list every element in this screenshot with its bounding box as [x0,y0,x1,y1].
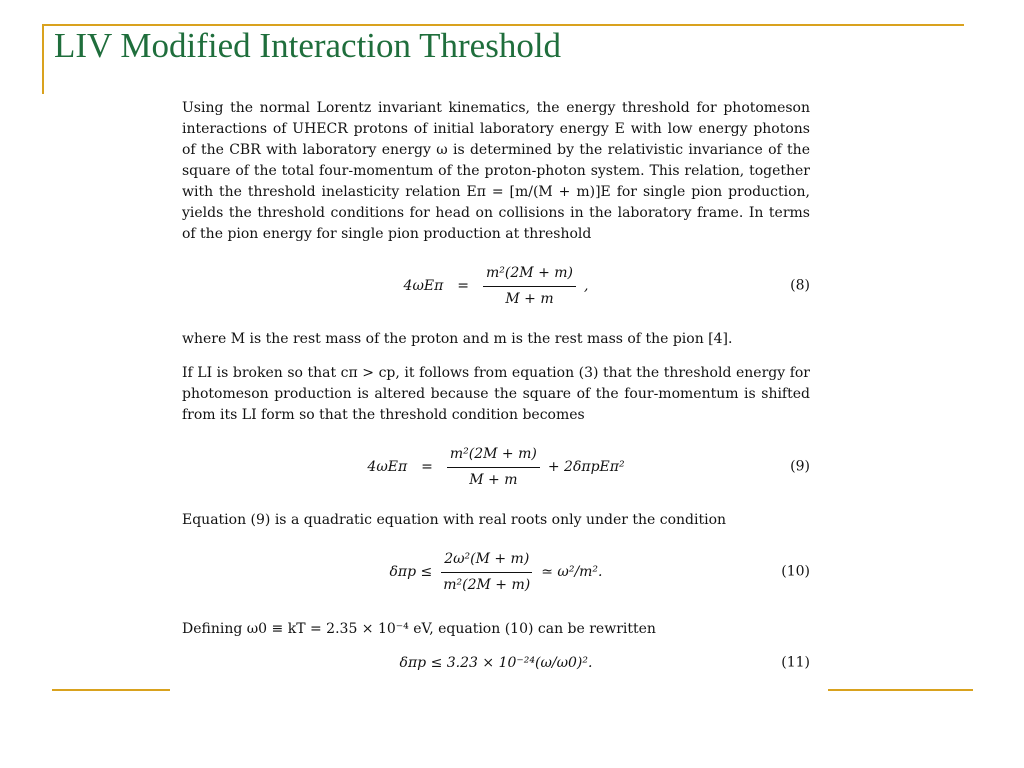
eq8-number: (8) [790,277,810,294]
paragraph-rest-masses: where M is the rest mass of the proton and m is the rest mass of the pion [4]. [182,331,733,347]
paragraph-lorentz-kinematics: Using the normal Lorentz invariant kinematics, the energy threshold for photomeson interactions of UHECR protons of initial laboratory energy E with low energy photons of the CBR with laboratory energy ω is determined by the relativistic invariance of the square of the total four-momentum of the proton-photon system. This relation, together with the threshold inelasticity relation Eπ = [m/(M + m)]E for single pion production, yields the threshold conditions for head on collisions in the laboratory frame. In terms of the pion energy for single pion production at threshold [182,100,810,242]
eq10-fraction [440,549,533,596]
slide-title: LIV Modified Interaction Threshold [54,26,562,65]
eq8-tail: , [584,277,589,294]
paragraph-quadratic-condition: Equation (9) is a quadratic equation with real roots only under the condition [182,512,727,528]
eq9-fraction [447,444,540,491]
equation-11 [182,646,810,680]
eq9-lhs: 4ωEπ [367,458,408,475]
eq8-fraction [483,263,576,310]
eq8-lhs: 4ωEπ [403,277,444,294]
left-accent-rule [42,24,44,94]
eq9-number: (9) [790,458,810,475]
eq10-denominator: m²(2M + m) [443,576,531,593]
paragraph-defining-omega0: Defining ω0 ≡ kT = 2.35 × 10⁻⁴ eV, equation (10) can be rewritten [182,621,656,637]
eq11-number: (11) [781,654,810,671]
eq9-tail: + 2δπpEπ² [547,458,625,475]
eq9-numerator: m²(2M + m) [447,444,540,468]
eq10-lhs: δπp ≤ [389,563,433,580]
equation-10 [182,543,810,601]
equation-8 [182,257,810,315]
eq8-denominator: M + m [505,290,554,307]
equation-9 [182,438,810,496]
eq10-number: (10) [781,563,810,580]
eq11-expression: δπp ≤ 3.23 × 10⁻²⁴(ω/ω0)². [399,654,593,671]
eq10-tail: ≃ ω²/m². [541,563,603,580]
eq9-relation: = [421,458,433,475]
eq8-relation: = [457,277,470,294]
eq9-denominator: M + m [469,471,518,488]
bottom-right-accent-rule [828,689,973,691]
bottom-left-accent-rule [52,689,170,691]
paragraph-li-broken: If LI is broken so that cπ > cp, it follows from equation (3) that the threshold energy for photomeson production is altered because the square of the four-momentum is shifted from its LI form so that the threshold condition becomes [182,365,810,423]
eq10-numerator: 2ω²(M + m) [441,549,532,573]
slide-body [182,98,810,694]
eq8-numerator: m²(2M + m) [483,263,576,287]
